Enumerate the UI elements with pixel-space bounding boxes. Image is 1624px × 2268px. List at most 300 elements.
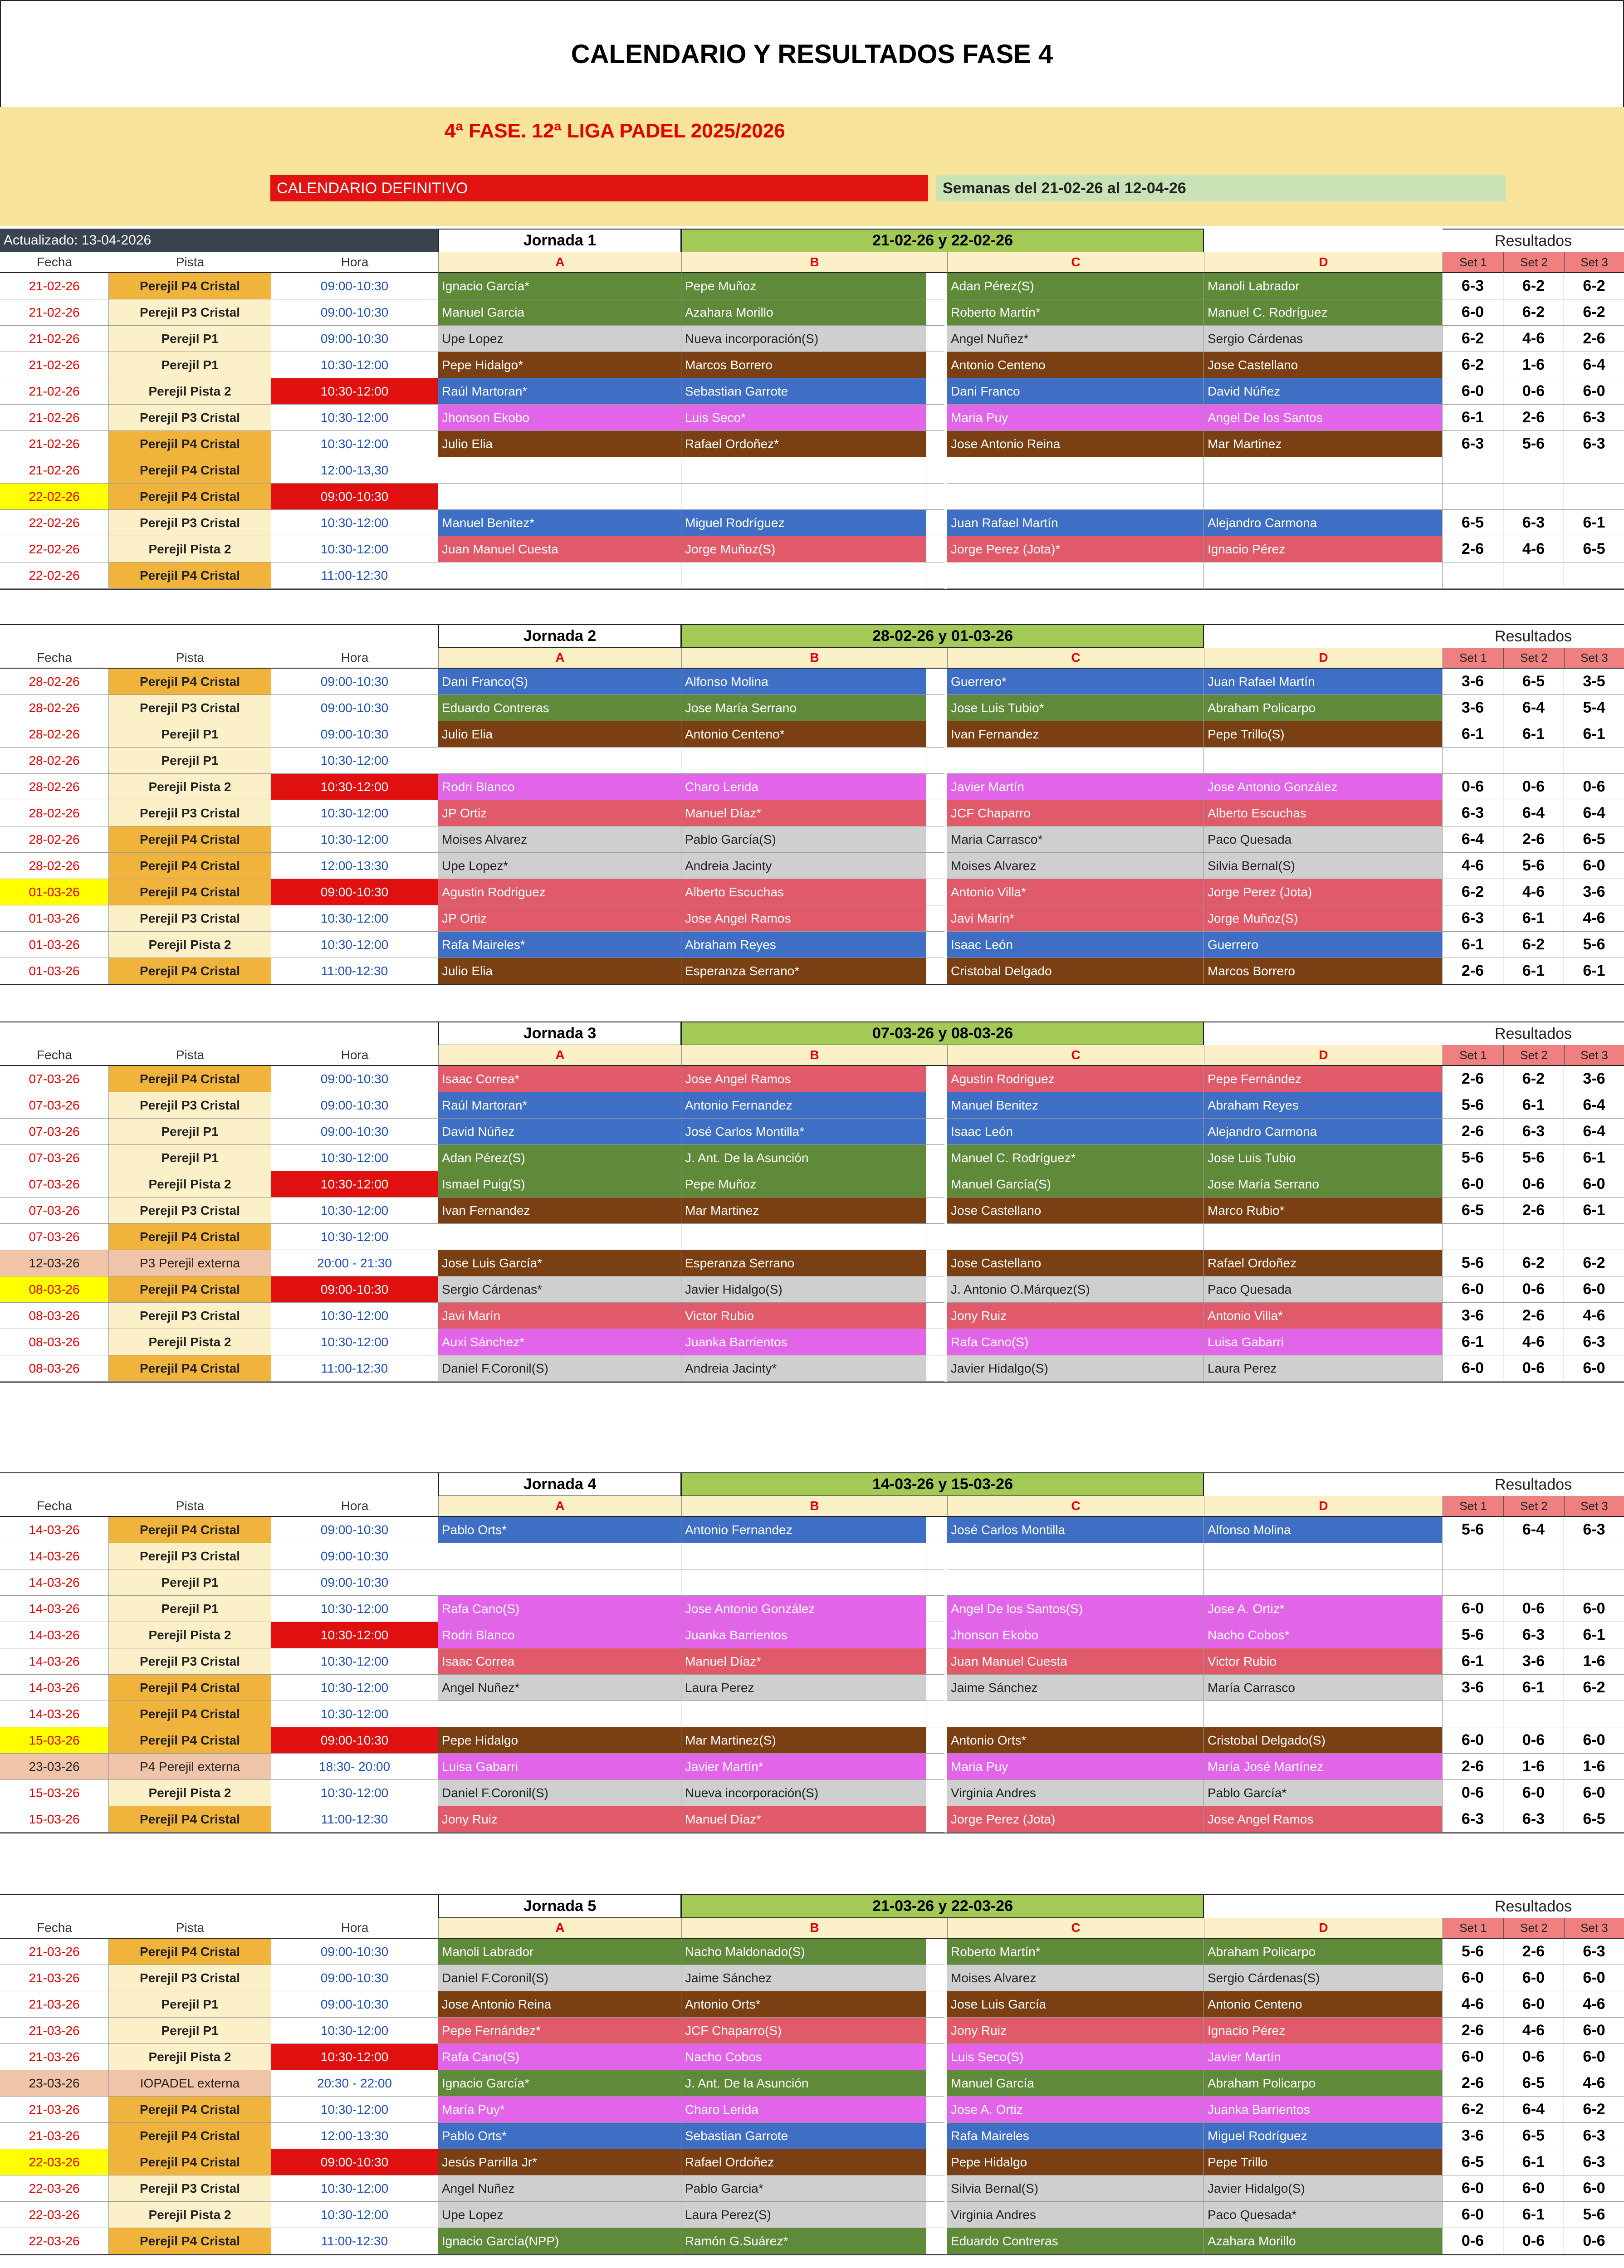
header-band	[0, 107, 1624, 226]
set3-score	[1564, 1569, 1624, 1596]
set3-score: 6-0	[1564, 1171, 1624, 1198]
player-a: Julio Elia	[438, 958, 681, 984]
player-d: Pepe Trillo	[1204, 2149, 1443, 2175]
col-header-fecha: Fecha	[0, 1045, 109, 1066]
col-header-pista: Pista	[109, 1045, 271, 1066]
player-b: Andreia Jacinty*	[681, 1355, 926, 1382]
match-time: 09:00-10:30	[271, 1543, 438, 1569]
player-d: Javier Martín	[1204, 2044, 1443, 2070]
last-updated-label: Actualizado: 13-04-2026	[0, 229, 438, 252]
player-c	[947, 1543, 1204, 1569]
court-name: Perejil P4 Cristal	[109, 1276, 271, 1303]
set2-score: 6-4	[1503, 1517, 1564, 1543]
set3-score	[1564, 562, 1624, 589]
match-date: 22-02-26	[0, 536, 109, 562]
col-header-fecha: Fecha	[0, 1918, 109, 1939]
court-name: Perejil P4 Cristal	[109, 826, 271, 853]
player-c: Isaac León	[947, 932, 1204, 958]
player-c: Antonio Villa*	[947, 879, 1204, 905]
set2-score: 3-6	[1503, 1648, 1564, 1675]
column-separator	[926, 1145, 944, 1171]
match-row	[0, 1224, 1624, 1250]
player-a: Rafa Cano(S)	[438, 1596, 681, 1622]
col-header-team-a: A	[438, 1918, 681, 1939]
set2-score: 6-3	[1503, 1622, 1564, 1648]
match-date: 21-02-26	[0, 352, 109, 378]
match-time: 10:30-12:00	[271, 1198, 438, 1224]
set2-score: 5-6	[1503, 431, 1564, 457]
set2-score: 6-2	[1503, 932, 1564, 958]
col-header-set1: Set 1	[1443, 252, 1503, 273]
column-headers	[0, 648, 1624, 669]
player-a: Agustin Rodriguez	[438, 879, 681, 905]
col-header-set1: Set 1	[1443, 648, 1503, 669]
set2-score: 6-4	[1503, 695, 1564, 721]
court-name: Perejil P4 Cristal	[109, 958, 271, 984]
set2-score: 5-6	[1503, 853, 1564, 879]
set1-score: 6-1	[1443, 405, 1503, 431]
player-c: Juan Manuel Cuesta	[947, 1648, 1204, 1675]
match-row	[0, 1754, 1624, 1780]
col-header-team-b: B	[681, 1045, 947, 1066]
set2-score: 1-6	[1503, 1754, 1564, 1780]
player-b: Antonio Fernandez	[681, 1092, 926, 1119]
player-b: José Carlos Montilla*	[681, 1119, 926, 1145]
match-row	[0, 905, 1624, 932]
set2-score: 0-6	[1503, 2228, 1564, 2254]
match-date: 23-03-26	[0, 2070, 109, 2097]
player-d	[1204, 562, 1443, 589]
set3-score: 6-0	[1564, 853, 1624, 879]
player-a: Ignacio García*	[438, 273, 681, 299]
column-separator	[926, 932, 944, 958]
column-separator	[926, 378, 944, 405]
col-header-team-d: D	[1204, 1496, 1443, 1517]
match-date: 21-02-26	[0, 273, 109, 299]
jornada-dates: 14-03-26 y 15-03-26	[681, 1472, 1204, 1496]
match-date: 22-02-26	[0, 510, 109, 536]
set1-score: 6-0	[1443, 378, 1503, 405]
match-row	[0, 2097, 1624, 2123]
player-b: Laura Perez	[681, 1675, 926, 1701]
match-time: 09:00-10:30	[271, 1517, 438, 1543]
player-a: Manuel Garcia	[438, 299, 681, 326]
match-date: 21-02-26	[0, 431, 109, 457]
jornada-header	[0, 229, 1624, 252]
col-header-set3: Set 3	[1564, 648, 1624, 669]
column-separator	[926, 484, 944, 510]
col-header-set2: Set 2	[1503, 252, 1564, 273]
player-a: Jose Luis García*	[438, 1250, 681, 1276]
match-date: 07-03-26	[0, 1145, 109, 1171]
player-b	[681, 1569, 926, 1596]
player-d: Guerrero	[1204, 932, 1443, 958]
col-header-pista: Pista	[109, 1496, 271, 1517]
set1-score: 2-6	[1443, 958, 1503, 984]
match-date: 21-03-26	[0, 1965, 109, 1991]
match-time: 10:30-12:00	[271, 1145, 438, 1171]
column-headers	[0, 252, 1624, 273]
column-separator	[926, 1171, 944, 1198]
set2-score: 2-6	[1503, 1939, 1564, 1965]
set1-score: 6-0	[1443, 1965, 1503, 1991]
set1-score: 6-1	[1443, 721, 1503, 748]
set3-score: 4-6	[1564, 905, 1624, 932]
match-row	[0, 1701, 1624, 1727]
player-a: Jesús Parrilla Jr*	[438, 2149, 681, 2175]
set1-score: 0-6	[1443, 1780, 1503, 1806]
set1-score: 6-0	[1443, 2175, 1503, 2202]
player-d: Jose María Serrano	[1204, 1171, 1443, 1198]
column-separator	[926, 1276, 944, 1303]
match-time: 20:30 - 22:00	[271, 2070, 438, 2097]
set2-score: 6-4	[1503, 2097, 1564, 2123]
column-separator	[926, 273, 944, 299]
col-header-team-c: C	[947, 252, 1204, 273]
column-separator	[926, 1355, 944, 1382]
player-c: Jose Castellano	[947, 1250, 1204, 1276]
player-a: Raúl Martoran*	[438, 1092, 681, 1119]
court-name: Perejil P3 Cristal	[109, 299, 271, 326]
set3-score: 2-6	[1564, 326, 1624, 352]
match-row	[0, 669, 1624, 695]
set1-score: 3-6	[1443, 2123, 1503, 2149]
set2-score	[1503, 748, 1564, 774]
column-separator	[926, 1701, 944, 1727]
match-row	[0, 1675, 1624, 1701]
match-row	[0, 1198, 1624, 1224]
match-row	[0, 457, 1624, 484]
player-a: Sergio Cárdenas*	[438, 1276, 681, 1303]
match-date: 08-03-26	[0, 1276, 109, 1303]
set1-score: 2-6	[1443, 1066, 1503, 1092]
court-name: Perejil P3 Cristal	[109, 695, 271, 721]
player-d: Abraham Policarpo	[1204, 1939, 1443, 1965]
set1-score: 2-6	[1443, 536, 1503, 562]
column-separator	[926, 1092, 944, 1119]
set1-score: 6-0	[1443, 299, 1503, 326]
column-separator	[926, 1596, 944, 1622]
results-label: Resultados	[1443, 1022, 1624, 1045]
match-row	[0, 1569, 1624, 1596]
jornada-dates: 21-03-26 y 22-03-26	[681, 1894, 1204, 1918]
set3-score: 3-6	[1564, 1066, 1624, 1092]
set2-score: 6-4	[1503, 800, 1564, 826]
column-separator	[926, 2097, 944, 2123]
match-time: 10:30-12:00	[271, 2044, 438, 2070]
match-date: 14-03-26	[0, 1622, 109, 1648]
player-d: Silvia Bernal(S)	[1204, 853, 1443, 879]
player-d: Pepe Fernández	[1204, 1066, 1443, 1092]
set2-score: 6-0	[1503, 1780, 1564, 1806]
player-b: Jose María Serrano	[681, 695, 926, 721]
player-a: Julio Elia	[438, 721, 681, 748]
match-time: 11:00-12:30	[271, 1806, 438, 1833]
set2-score: 6-1	[1503, 905, 1564, 932]
match-date: 08-03-26	[0, 1303, 109, 1329]
col-header-set2: Set 2	[1503, 1045, 1564, 1066]
player-a: Upe Lopez	[438, 2202, 681, 2228]
set1-score: 6-3	[1443, 1806, 1503, 1833]
court-name: Perejil P1	[109, 352, 271, 378]
match-time: 10:30-12:00	[271, 748, 438, 774]
column-separator	[926, 2123, 944, 2149]
match-row	[0, 2149, 1624, 2175]
column-separator	[926, 669, 944, 695]
player-c: Jaime Sánchez	[947, 1675, 1204, 1701]
match-date: 07-03-26	[0, 1224, 109, 1250]
player-c: Moises Alvarez	[947, 1965, 1204, 1991]
col-header-team-d: D	[1204, 1918, 1443, 1939]
match-time: 10:30-12:00	[271, 905, 438, 932]
player-b: Mar Martinez(S)	[681, 1727, 926, 1754]
match-date: 21-03-26	[0, 2097, 109, 2123]
player-a: Angel Nuñez	[438, 2175, 681, 2202]
column-separator	[926, 2175, 944, 2202]
column-headers	[0, 1045, 1624, 1066]
player-b: Alfonso Molina	[681, 669, 926, 695]
set2-score: 6-1	[1503, 1675, 1564, 1701]
player-b: Juanka Barrientos	[681, 1329, 926, 1355]
match-time: 09:00-10:30	[271, 299, 438, 326]
col-header-team-d: D	[1204, 252, 1443, 273]
set1-score: 6-5	[1443, 1198, 1503, 1224]
court-name: Perejil P3 Cristal	[109, 1198, 271, 1224]
table-bottom-rule	[0, 984, 1624, 985]
column-separator	[926, 1727, 944, 1754]
player-b: Nacho Cobos	[681, 2044, 926, 2070]
column-separator	[926, 2202, 944, 2228]
match-time: 10:30-12:00	[271, 826, 438, 853]
player-c: Rafa Maireles	[947, 2123, 1204, 2149]
column-separator	[926, 2228, 944, 2254]
match-row	[0, 299, 1624, 326]
column-separator	[926, 1517, 944, 1543]
player-d: Miguel Rodríguez	[1204, 2123, 1443, 2149]
court-name: Perejil P1	[109, 1596, 271, 1622]
col-header-fecha: Fecha	[0, 252, 109, 273]
player-a: Eduardo Contreras	[438, 695, 681, 721]
player-a: Upe Lopez	[438, 326, 681, 352]
player-a: Ignacio García(NPP)	[438, 2228, 681, 2254]
set1-score: 6-0	[1443, 1596, 1503, 1622]
player-d: Jose A. Ortiz*	[1204, 1596, 1443, 1622]
match-time: 20:00 - 21:30	[271, 1250, 438, 1276]
set3-score: 6-3	[1564, 1517, 1624, 1543]
player-d: Ignacio Pérez	[1204, 2018, 1443, 2044]
set3-score: 6-2	[1564, 2097, 1624, 2123]
column-separator	[926, 2018, 944, 2044]
match-date: 14-03-26	[0, 1675, 109, 1701]
match-date: 07-03-26	[0, 1066, 109, 1092]
court-name: Perejil Pista 2	[109, 1329, 271, 1355]
player-b	[681, 1543, 926, 1569]
player-c: Moises Alvarez	[947, 853, 1204, 879]
player-d: Sergio Cárdenas	[1204, 326, 1443, 352]
player-b: J. Ant. De la Asunción	[681, 2070, 926, 2097]
player-d: Jose Antonio González	[1204, 774, 1443, 800]
set3-score: 6-4	[1564, 1119, 1624, 1145]
player-a: Jony Ruiz	[438, 1806, 681, 1833]
player-d: Jorge Muñoz(S)	[1204, 905, 1443, 932]
match-row	[0, 1276, 1624, 1303]
player-d: Ignacio Pérez	[1204, 536, 1443, 562]
set3-score: 6-0	[1564, 2175, 1624, 2202]
player-d: Paco Quesada	[1204, 1276, 1443, 1303]
set3-score: 6-1	[1564, 510, 1624, 536]
set1-score: 3-6	[1443, 669, 1503, 695]
court-name: Perejil P3 Cristal	[109, 1303, 271, 1329]
match-row	[0, 1991, 1624, 2018]
player-c: Javier Hidalgo(S)	[947, 1355, 1204, 1382]
col-header-team-b: B	[681, 1496, 947, 1517]
match-date: 15-03-26	[0, 1780, 109, 1806]
column-separator	[926, 1303, 944, 1329]
set3-score: 6-3	[1564, 405, 1624, 431]
column-separator	[926, 774, 944, 800]
column-separator	[926, 510, 944, 536]
match-time: 10:30-12:00	[271, 1224, 438, 1250]
set1-score: 6-0	[1443, 1355, 1503, 1382]
col-header-pista: Pista	[109, 252, 271, 273]
col-header-hora: Hora	[271, 648, 438, 669]
set1-score: 3-6	[1443, 1675, 1503, 1701]
player-a: Pepe Hidalgo	[438, 1727, 681, 1754]
player-a: María Puy*	[438, 2097, 681, 2123]
set2-score	[1503, 1701, 1564, 1727]
set3-score: 6-5	[1564, 1806, 1624, 1833]
set3-score: 6-3	[1564, 2123, 1624, 2149]
column-separator	[926, 431, 944, 457]
match-row	[0, 800, 1624, 826]
court-name: Perejil P1	[109, 1569, 271, 1596]
court-name: Perejil P4 Cristal	[109, 1066, 271, 1092]
col-header-fecha: Fecha	[0, 648, 109, 669]
match-row	[0, 1066, 1624, 1092]
match-time: 09:00-10:30	[271, 721, 438, 748]
player-b: Pepe Muñoz	[681, 273, 926, 299]
player-c: Maria Carrasco*	[947, 826, 1204, 853]
column-separator	[926, 352, 944, 378]
court-name: Perejil P4 Cristal	[109, 1517, 271, 1543]
match-row	[0, 1965, 1624, 1991]
set1-score: 6-1	[1443, 1329, 1503, 1355]
set3-score: 6-1	[1564, 1622, 1624, 1648]
player-b: Antonio Fernandez	[681, 1517, 926, 1543]
match-date: 28-02-26	[0, 669, 109, 695]
match-time: 09:00-10:30	[271, 484, 438, 510]
match-row	[0, 431, 1624, 457]
set1-score: 6-2	[1443, 879, 1503, 905]
player-b: Antonio Orts*	[681, 1991, 926, 2018]
set2-score: 6-1	[1503, 721, 1564, 748]
match-time: 10:30-12:00	[271, 1329, 438, 1355]
player-b: JCF Chaparro(S)	[681, 2018, 926, 2044]
player-b: J. Ant. De la Asunción	[681, 1145, 926, 1171]
match-date: 21-02-26	[0, 299, 109, 326]
match-time: 12:00-13,30	[271, 457, 438, 484]
player-d: Jose Luis Tubio	[1204, 1145, 1443, 1171]
match-row	[0, 2123, 1624, 2149]
column-separator	[926, 562, 944, 589]
match-time: 09:00-10:30	[271, 2149, 438, 2175]
player-d: Nacho Cobos*	[1204, 1622, 1443, 1648]
set2-score: 0-6	[1503, 1727, 1564, 1754]
match-row	[0, 1727, 1624, 1754]
set1-score: 5-6	[1443, 1517, 1503, 1543]
player-a: Angel Nuñez*	[438, 1675, 681, 1701]
court-name: Perejil P3 Cristal	[109, 1543, 271, 1569]
player-d: Antonio Centeno	[1204, 1991, 1443, 2018]
set3-score: 0-6	[1564, 774, 1624, 800]
set2-score: 6-1	[1503, 2202, 1564, 2228]
player-a	[438, 1224, 681, 1250]
player-a	[438, 484, 681, 510]
match-date: 22-03-26	[0, 2149, 109, 2175]
court-name: Perejil P4 Cristal	[109, 562, 271, 589]
set1-score: 6-0	[1443, 1171, 1503, 1198]
player-b	[681, 484, 926, 510]
court-name: Perejil P4 Cristal	[109, 669, 271, 695]
player-c	[947, 1224, 1204, 1250]
results-label: Resultados	[1443, 1472, 1624, 1496]
match-date: 21-03-26	[0, 1939, 109, 1965]
match-row	[0, 484, 1624, 510]
set3-score: 4-6	[1564, 2070, 1624, 2097]
match-time: 10:30-12:00	[271, 2202, 438, 2228]
match-row	[0, 1171, 1624, 1198]
set2-score: 0-6	[1503, 378, 1564, 405]
court-name: Perejil Pista 2	[109, 378, 271, 405]
set2-score: 2-6	[1503, 405, 1564, 431]
col-header-set1: Set 1	[1443, 1496, 1503, 1517]
match-time: 09:00-10:30	[271, 1965, 438, 1991]
set3-score	[1564, 457, 1624, 484]
match-time: 10:30-12:00	[271, 1675, 438, 1701]
column-separator	[926, 1329, 944, 1355]
col-header-set3: Set 3	[1564, 1918, 1624, 1939]
match-date: 21-03-26	[0, 1991, 109, 2018]
court-name: IOPADEL externa	[109, 2070, 271, 2097]
set1-score: 6-3	[1443, 273, 1503, 299]
match-time: 10:30-12:00	[271, 1780, 438, 1806]
player-c	[947, 1701, 1204, 1727]
set2-score: 6-0	[1503, 1991, 1564, 2018]
set2-score: 5-6	[1503, 1145, 1564, 1171]
player-b: Rafael Ordoñez	[681, 2149, 926, 2175]
match-time: 10:30-12:00	[271, 1648, 438, 1675]
set3-score: 6-3	[1564, 2149, 1624, 2175]
player-c: Ivan Fernandez	[947, 721, 1204, 748]
match-date: 21-02-26	[0, 457, 109, 484]
set1-score: 2-6	[1443, 2018, 1503, 2044]
player-b: Manuel Díaz*	[681, 800, 926, 826]
jornada-header	[0, 1472, 1624, 1496]
player-c: Roberto Martín*	[947, 299, 1204, 326]
jornada-header	[0, 624, 1624, 648]
player-a: Manuel Benitez*	[438, 510, 681, 536]
match-row	[0, 1303, 1624, 1329]
set3-score: 6-0	[1564, 1276, 1624, 1303]
match-date: 22-03-26	[0, 2202, 109, 2228]
match-row	[0, 2175, 1624, 2202]
player-b: Pepe Muñoz	[681, 1171, 926, 1198]
court-name: Perejil P3 Cristal	[109, 1092, 271, 1119]
set3-score: 6-3	[1564, 1329, 1624, 1355]
col-header-set1: Set 1	[1443, 1045, 1503, 1066]
match-date: 21-03-26	[0, 2123, 109, 2149]
match-row	[0, 1119, 1624, 1145]
